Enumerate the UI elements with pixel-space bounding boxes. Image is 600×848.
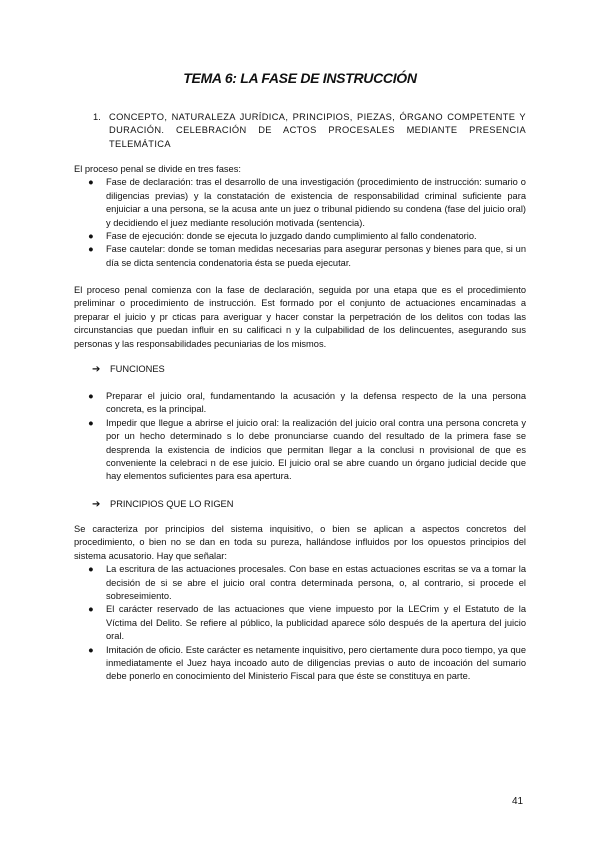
subheading-funciones — [92, 363, 165, 376]
list-item — [88, 243, 526, 270]
bullet-icon: ● — [88, 564, 94, 575]
list-item — [88, 230, 526, 243]
phases-list — [74, 176, 526, 270]
bullet-icon: ● — [88, 391, 94, 401]
list-item — [88, 644, 526, 684]
funciones-block — [74, 390, 526, 484]
paragraph-instruccion: El proceso penal comienza con la fase de declaración, seguida por una etapa que es el procedimiento preliminar o procedimiento de instrucción. Est formado por el conjunto de actuaciones encaminadas a preparar el juicio y pr cticas para averiguar y hacer constar la perpetración de los delitos con todas las circunstancias que puedan influir en su calificaci n y la culpabilidad de los delincuentes, asegurando sus personas y las responsabilidades pecuniarias de los mismos. — [74, 285, 526, 349]
heading-text: CONCEPTO, NATURALEZA JURÍDICA, PRINCIPIOS, PIEZAS, ÓRGANO COMPETENTE Y DURACIÓN. CELEBRACIÓN DE ACTOS PROCESALES MEDIANTE PRESENCIA TELEMÁTICA — [109, 112, 526, 149]
phase-text: tras el desarrollo de una investigación (procedimiento de instrucción: sumario o diligencias previas) y la constatación de existencia de responsabilidad criminal suficiente para enjuiciar a una persona, se la acusa ante un juez o tribunal pidiendo su condena (fase del juicio oral) y decidiendo el juez mediante resolución motivada (sentencia). — [106, 177, 526, 228]
principios-intro: Se caracteriza por principios del sistema inquisitivo, o bien se aplican a aspectos concretos del procedimiento, o bien no se dan en toda su pureza, hallándose influidos por los opuestos principios del sistema acusatorio. Hay que señalar: — [74, 524, 526, 561]
phase-text: donde se ejecuta lo juzgado dando cumplimiento al fallo condenatorio. — [184, 231, 477, 242]
phase-label: Fase de ejecución: — [106, 231, 185, 242]
bullet-icon: ● — [88, 177, 94, 188]
arrow-right-icon: ➔ — [92, 499, 101, 510]
phases-block — [74, 163, 526, 270]
page-title: TEMA 6: LA FASE DE INSTRUCCIÓN — [183, 70, 417, 86]
funcion-text: Impedir que llegue a abrirse el juicio oral: la realización del juicio oral contra una persona concreta y por un hecho determinado s lo debe pronunciarse cuando del resultado de la primera fase se desprenda la existencia de indicios que permitan llegar a la conclusi n provisional de que es conveniente la celebraci n de ese juicio. El juicio oral se abre cuando un órgano judicial decide que hay elementos suficientes para esa apertura. — [106, 417, 526, 482]
arrow-right-icon: ➔ — [92, 364, 101, 375]
bullet-icon: ● — [88, 417, 94, 428]
phase-label: Fase de declaración: — [106, 177, 194, 188]
list-item — [88, 563, 526, 603]
subheading-label: FUNCIONES — [110, 364, 165, 374]
intro-text: El proceso penal se divide en tres fases: — [74, 164, 241, 174]
list-item — [88, 176, 526, 230]
list-item — [88, 417, 526, 484]
bullet-icon: ● — [88, 231, 94, 242]
phase-label: Fase cautelar: — [106, 244, 166, 255]
funcion-text: Preparar el juicio oral, fundamentando la acusación y la defensa respecto de la una persona concreta, es la principal. — [106, 391, 526, 415]
principio-text: Imitación de oficio. Este carácter es netamente inquisitivo, pero ciertamente dura poco tiempo, ya que inmediatamente el Juez haya incoado auto de diligencias previas o auto de incoación del sumario debe ponerlo en conocimiento del Ministerio Fiscal para que éste se constituya en parte. — [106, 644, 526, 682]
bullet-icon: ● — [88, 604, 94, 615]
bullet-icon: ● — [88, 644, 94, 655]
page-number: 41 — [512, 796, 524, 807]
list-item — [88, 390, 526, 417]
subheading-label: PRINCIPIOS QUE LO RIGEN — [110, 499, 234, 509]
principio-text: El carácter reservado de las actuaciones que viene impuesto por la LECrim y el Estatuto de la Víctima del Delito. Se refiere al público, la publicidad aparece sólo después de la apertura del juicio oral. — [106, 604, 526, 642]
heading-number: 1. — [93, 112, 101, 122]
phase-text: donde se toman medidas necesarias para asegurar personas y bienes para que, si un día se dicta sentencia condenatoria ésta se pueda ejecutar. — [106, 244, 526, 268]
principio-text: La escritura de las actuaciones procesales. Con base en estas actuaciones escritas se va a tomar la decisión de si se abre el juicio oral contra determinada persona, o, al contrario, si procede el sobreseimiento. — [106, 564, 526, 602]
funciones-list — [74, 390, 526, 484]
list-item — [88, 603, 526, 643]
principios-block — [74, 523, 526, 684]
section-heading-1 — [93, 111, 526, 151]
subheading-principios — [92, 498, 233, 511]
bullet-icon: ● — [88, 244, 94, 255]
principios-list — [74, 563, 526, 684]
